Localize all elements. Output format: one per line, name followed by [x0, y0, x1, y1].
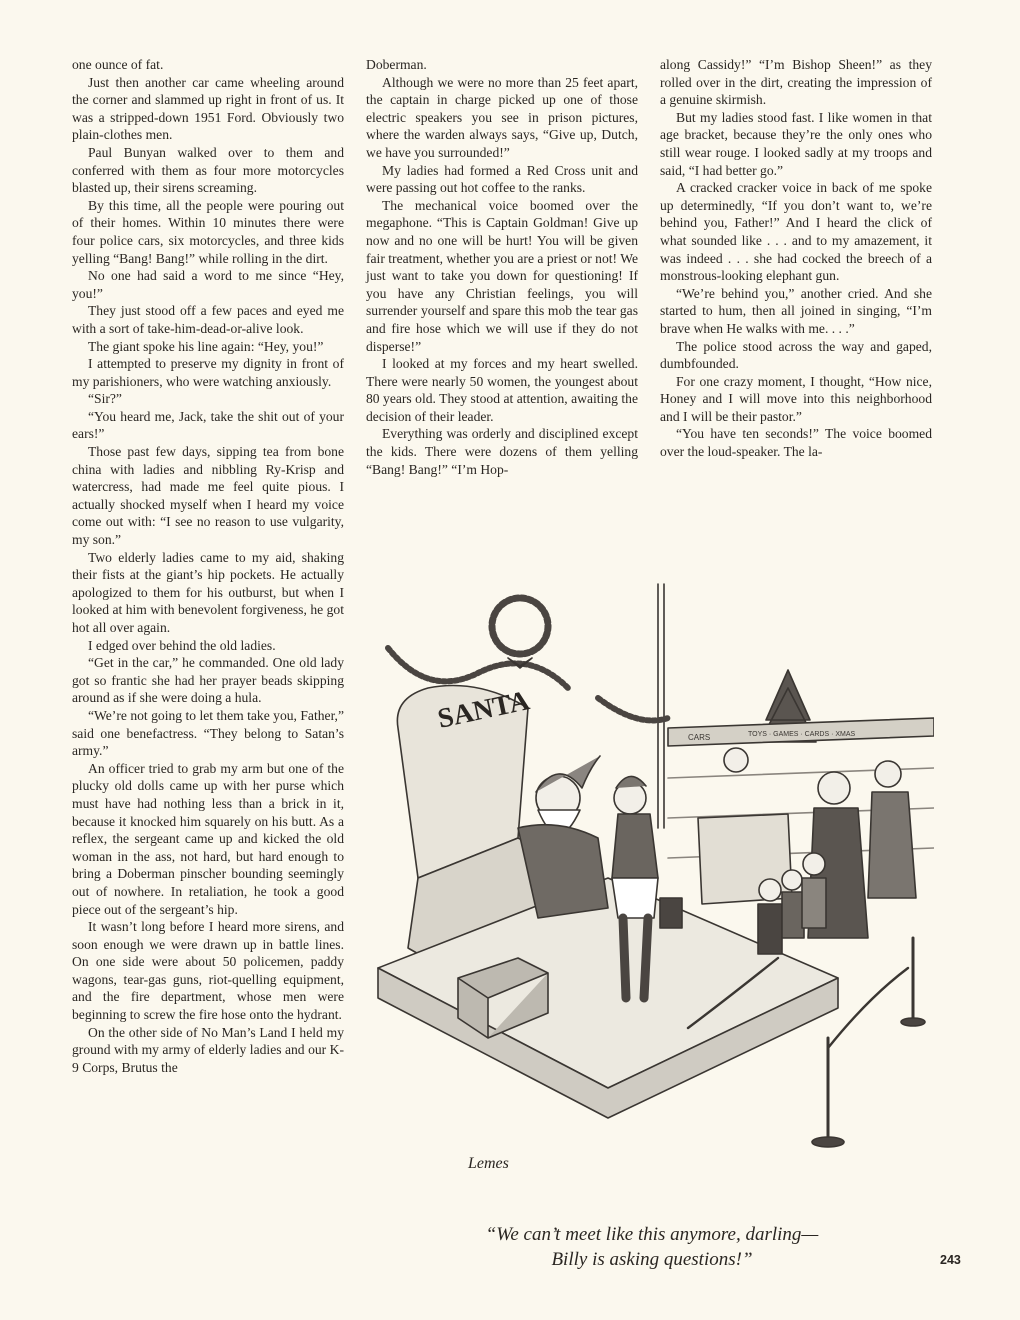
- paragraph: “Sir?”: [88, 391, 122, 407]
- shelf-sign-cars: CARS: [688, 733, 711, 742]
- caption-line-1: “We can’t meet like this anymore, darling—: [485, 1224, 819, 1245]
- paragraph: They just stood off a few paces and eyed me with a sort of take-him-dead-or-alive look.: [72, 303, 344, 336]
- paragraph: By this time, all the people were pouring out of their homes. Within 10 minutes there were four police cars, six motorcycles, and three kids yelling “Bang! Bang!” while rolling in the dirt.: [72, 197, 344, 266]
- cartoon-illustration: [368, 578, 934, 1208]
- page-number: 243: [940, 1253, 961, 1267]
- article-column-2: [366, 56, 638, 478]
- paragraph: Everything was orderly and disciplined except the kids. There were dozens of them yelling “Bang! Bang!” “I’m Hop-: [366, 426, 638, 477]
- article-column-3: [660, 56, 932, 461]
- paragraph: The mechanical voice boomed over the megaphone. “This is Captain Goldman! Give up now and no one will be hurt! You will be given fair treatment, whether you are a priest or not! We just want to take you down for questioning! If you have any Christian feelings, you will surrender yourself and spare this mob the tear gas and fire hose which we will use if they do not disperse!”: [366, 197, 638, 354]
- paragraph: The giant spoke his line again: “Hey, you!”: [88, 338, 324, 354]
- paragraph: “You have ten seconds!” The voice boomed over the loud-speaker. The la-: [660, 426, 932, 460]
- paragraph: “We’re behind you,” another cried. And she started to hum, then all joined in singing, “I’m brave when He walks with me. . . .”: [660, 285, 932, 336]
- paragraph: “We’re not going to let them take you, Father,” said one benefactress. “They belong to Satan’s army.”: [72, 707, 344, 759]
- caption-line-2: Billy is asking questions!”: [551, 1249, 753, 1270]
- paragraph: I edged over behind the old ladies.: [88, 637, 276, 653]
- paragraph: “Get in the car,” he commanded. One old lady got so frantic she had her prayer beads skipping around as if she were doing a hula.: [72, 655, 344, 706]
- wreath: [492, 598, 548, 654]
- paragraph: one ounce of fat.: [72, 57, 164, 72]
- artist-signature: Lemes: [468, 1155, 509, 1172]
- paragraph: Doberman.: [366, 57, 427, 72]
- throne-sign: SANTA: [435, 685, 533, 735]
- paragraph: I attempted to preserve my dignity in front of my parishioners, who were watching anxiously.: [72, 356, 344, 389]
- paragraph: The police stood across the way and gaped, dumbfounded.: [660, 338, 932, 372]
- handbag: [660, 898, 682, 928]
- paragraph: For one crazy moment, I thought, “How nice, Honey and I will move into this neighborhood and I will be their pastor.”: [660, 373, 932, 424]
- paragraph: But my ladies stood fast. I like women in that age bracket, because they’re the only ones who still wear rouge. I looked sadly at my troops and said, “I had better go.”: [660, 109, 932, 178]
- paragraph: On the other side of No Man’s Land I held my ground with my army of elderly ladies and our K-9 Corps, Brutus the: [72, 1024, 344, 1075]
- child-head: [759, 879, 781, 901]
- paragraph: “You heard me, Jack, take the shit out of your ears!”: [72, 408, 344, 442]
- paragraph: Those past few days, sipping tea from bone china with ladies and nibbling Ry-Krisp and watercress, had made me feel quite pious. I actually shocked myself when I heard my voice come out with: “I see no reason to use vulgarity, my son.”: [72, 444, 344, 548]
- paragraph: Although we were no more than 25 feet apart, the captain in charge picked up one of those electric speakers you see in prison pictures, where the warden always says, “Give up, Dutch, we have you surrounded!”: [366, 74, 638, 160]
- paragraph: Just then another car came wheeling around the corner and slammed up right in front of us. It was a stripped-down 1951 Ford. Obviously two plain-clothes men.: [72, 74, 344, 143]
- paragraph: My ladies had formed a Red Cross unit and were passing out hot coffee to the ranks.: [366, 162, 638, 196]
- paragraph: It wasn’t long before I heard more sirens, and soon enough we were drawn up in battle lines. On one side were about 50 policemen, paddy wagons, tear-gas guns, riot-quelling equipment, and the fire department, whose men were beginning to screw the fire hose onto the hydrant.: [72, 919, 344, 1023]
- paragraph: An officer tried to grab my arm but one of the plucky old dolls came up with her purse which must have had nothing less than a brick in it, because it knocked him squarely on his butt. As a reflex, the sergeant came up and kicked the old woman in the ass, not hard, but hard enough to bring a Doberman pinscher bounding seemingly out of nowhere. In retaliation, he took a good piece out of the sergeant’s hip.: [72, 760, 344, 917]
- paragraph: Two elderly ladies came to my aid, shaking their fists at the giant’s hip pockets. He actually apologized to them for his outburst, but when I looked at him with benevolent forgiveness, he got hot all over again.: [72, 549, 344, 635]
- paragraph: A cracked cracker voice in back of me spoke up determinedly, “If you don’t want to, we’re behind you, Father!” And I heard the click of what sounded like . . . and to my amazement, it was indeed . . . she had cocked the breech of a monstrous-looking elephant gun.: [660, 180, 932, 284]
- customer-head: [818, 772, 850, 804]
- child-body: [758, 904, 782, 954]
- paragraph: Paul Bunyan walked over to them and conferred with them as four more motorcycles blasted up, their sirens screaming.: [72, 144, 344, 196]
- paragraph: I looked at my forces and my heart swelled. There were nearly 50 women, the youngest about 80 years old. They stood at attention, awaiting the decision of their leader.: [366, 356, 638, 424]
- woman-coat: [612, 814, 658, 878]
- paragraph: along Cassidy!” “I’m Bishop Sheen!” as they rolled over in the dirt, creating the impression of a genuine skirmish.: [660, 57, 932, 108]
- cartoon-caption: [372, 1222, 932, 1272]
- article-column-1: [72, 56, 344, 1076]
- shelf-sign-toys: TOYS · GAMES · CARDS · XMAS: [748, 731, 856, 738]
- garland: [388, 648, 568, 688]
- paragraph: No one had said a word to me since “Hey, you!”: [72, 268, 344, 301]
